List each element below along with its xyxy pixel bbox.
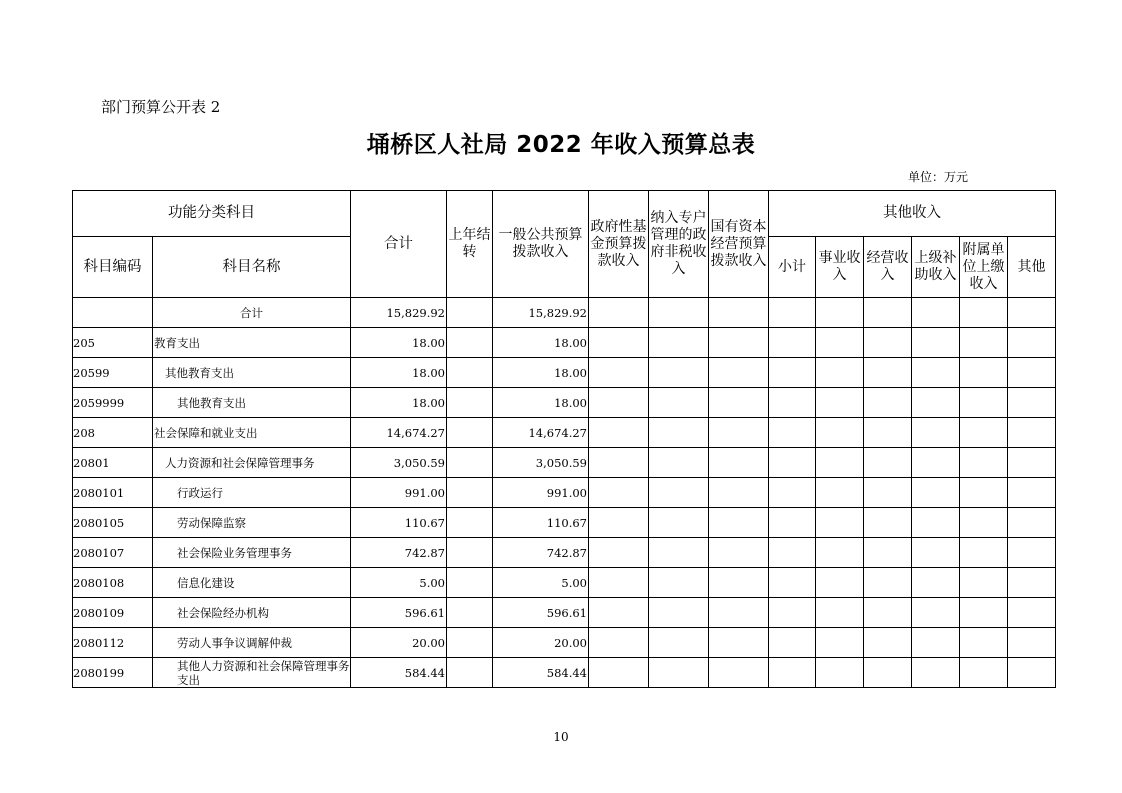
- header-affiliated-income: 附属单位上缴收入: [960, 237, 1008, 298]
- header-carryover: 上年结转: [447, 191, 493, 298]
- cell-general: 15,829.92: [493, 298, 589, 328]
- cell-total: 20.00: [351, 628, 447, 658]
- cell-general: 14,674.27: [493, 418, 589, 448]
- table-row: [73, 358, 1056, 388]
- page-number: 10: [553, 730, 569, 744]
- cell-general: 18.00: [493, 388, 589, 418]
- cell-total: 3,050.59: [351, 448, 447, 478]
- cell-code: 2080108: [73, 568, 153, 598]
- cell-name: 社会保障和就业支出: [153, 418, 351, 448]
- cell-total: 5.00: [351, 568, 447, 598]
- table-row: [73, 298, 1056, 328]
- cell-general: 596.61: [493, 598, 589, 628]
- cell-name: 劳动保障监察: [153, 508, 351, 538]
- cell-code: 2080109: [73, 598, 153, 628]
- header-code: 科目编码: [73, 237, 153, 298]
- cell-total: 584.44: [351, 658, 447, 688]
- table-row: [73, 538, 1056, 568]
- header-business-income: 事业收入: [816, 237, 864, 298]
- header-subtotal: 小计: [769, 237, 816, 298]
- cell-name: 教育支出: [153, 328, 351, 358]
- cell-total: 18.00: [351, 358, 447, 388]
- header-general-budget: 一般公共预算拨款收入: [493, 191, 589, 298]
- cell-code: 2080105: [73, 508, 153, 538]
- header-name: 科目名称: [153, 237, 351, 298]
- cell-code: 2080107: [73, 538, 153, 568]
- cell-total: 18.00: [351, 388, 447, 418]
- cell-name: 行政运行: [153, 478, 351, 508]
- budget-table: [72, 190, 1056, 688]
- cell-carryover: [447, 298, 493, 328]
- cell-total: 110.67: [351, 508, 447, 538]
- cell-name: 其他教育支出: [153, 388, 351, 418]
- cell-name: 社会保险经办机构: [153, 598, 351, 628]
- cell-general: 110.67: [493, 508, 589, 538]
- header-operating-income: 经营收入: [864, 237, 912, 298]
- cell-code: 2059999: [73, 388, 153, 418]
- table-row: [73, 658, 1056, 688]
- cell-name: 其他人力资源和社会保障管理事务支出: [153, 658, 351, 688]
- cell-code: 20801: [73, 448, 153, 478]
- cell-name: 合计: [153, 298, 351, 328]
- cell-general: 5.00: [493, 568, 589, 598]
- cell-name: 劳动人事争议调解仲裁: [153, 628, 351, 658]
- cell-name: 信息化建设: [153, 568, 351, 598]
- table-row: [73, 508, 1056, 538]
- cell-code: 2080199: [73, 658, 153, 688]
- cell-general: 991.00: [493, 478, 589, 508]
- cell-general: 584.44: [493, 658, 589, 688]
- cell-general: 742.87: [493, 538, 589, 568]
- cell-total: 742.87: [351, 538, 447, 568]
- header-others: 其他: [1008, 237, 1056, 298]
- table-row: [73, 328, 1056, 358]
- table-row: [73, 478, 1056, 508]
- cell-code: 208: [73, 418, 153, 448]
- cell-total: 991.00: [351, 478, 447, 508]
- doc-label: 部门预算公开表 2: [101, 98, 221, 116]
- header-gov-fund: 政府性基金预算拨款收入: [589, 191, 649, 298]
- unit-label: 单位：万元: [908, 170, 969, 184]
- cell-name: 人力资源和社会保障管理事务: [153, 448, 351, 478]
- header-total: 合计: [351, 191, 447, 298]
- cell-total: 18.00: [351, 328, 447, 358]
- cell-total: 15,829.92: [351, 298, 447, 328]
- header-superior-subsidy: 上级补助收入: [912, 237, 960, 298]
- cell-code: 20599: [73, 358, 153, 388]
- header-special-account: 纳入专户管理的政府非税收入: [649, 191, 709, 298]
- cell-code: [73, 298, 153, 328]
- cell-code: 2080112: [73, 628, 153, 658]
- table-row: [73, 448, 1056, 478]
- cell-general: 18.00: [493, 358, 589, 388]
- header-other-income: 其他收入: [769, 191, 1056, 237]
- cell-name: 社会保险业务管理事务: [153, 538, 351, 568]
- cell-code: 2080101: [73, 478, 153, 508]
- cell-total: 596.61: [351, 598, 447, 628]
- page-title: 埇桥区人社局 2022 年收入预算总表: [366, 132, 756, 158]
- cell-general: 20.00: [493, 628, 589, 658]
- cell-code: 205: [73, 328, 153, 358]
- header-func-class: 功能分类科目: [73, 191, 351, 237]
- cell-general: 18.00: [493, 328, 589, 358]
- cell-name: 其他教育支出: [153, 358, 351, 388]
- cell-general: 3,050.59: [493, 448, 589, 478]
- table-row: [73, 568, 1056, 598]
- table-row: [73, 598, 1056, 628]
- table-row: [73, 388, 1056, 418]
- header-state-capital: 国有资本经营预算拨款收入: [709, 191, 769, 298]
- table-row: [73, 628, 1056, 658]
- cell-total: 14,674.27: [351, 418, 447, 448]
- table-row: [73, 418, 1056, 448]
